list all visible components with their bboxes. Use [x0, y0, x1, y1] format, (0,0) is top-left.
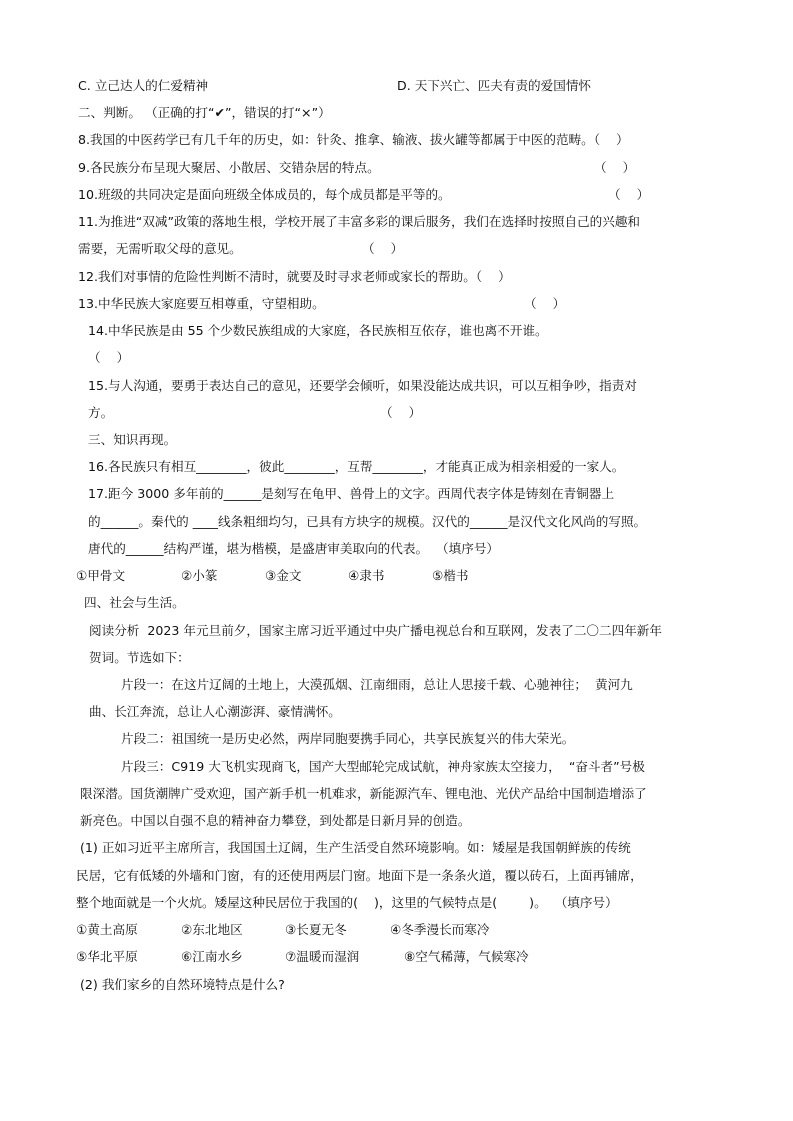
reading-intro-cont: 贺词。节选如下： [89, 650, 190, 665]
choice-item: ⑤楷书 [432, 568, 469, 583]
option-d: D. 天下兴亡、匹夫有责的爱国情怀 [397, 78, 592, 93]
choice-item: ③金文 [265, 568, 302, 583]
section-2-heading: 二、判断。 （正确的打“✔”，错误的打“×”） [78, 105, 331, 120]
question-15: 15.与人沟通，要勇于表达自己的意见，还要学会倾听，如果没能达成共识，可以互相争吵，指责对 [88, 378, 637, 393]
choice-item: ⑤华北平原 [76, 949, 138, 964]
question-17-cont: 的______。秦代的 ____线条粗细均匀，已具有方块字的规模。汉代的______是汉代文化风尚的写照。 [88, 514, 647, 529]
choice-item: ②东北地区 [181, 922, 243, 937]
excerpt-3-cont: 限深潜。国货潮牌广受欢迎，国产新手机一机难求，新能源汽车、锂电池、光伏产品给中国制造增添了 [80, 786, 647, 801]
choice-item: ②小篆 [181, 568, 218, 583]
sub-question-1-cont: 民居，它有低矮的外墙和门窗，有的还使用两层门窗。地面下是一条条火道，覆以砖石，上面再铺席， [76, 868, 643, 883]
answer-blank: （ ） [380, 405, 422, 420]
excerpt-1: 片段一：在这片辽阔的土地上，大漠孤烟、江南细雨，总让人思接千载、心驰神往； 黄河九 [121, 677, 633, 692]
excerpt-1-cont: 曲、长江奔流，总让人心潮澎湃、豪情满怀。 [89, 704, 341, 719]
question-14: 14.中华民族是由 55 个少数民族组成的大家庭，各民族相互依存，谁也离不开谁。 [88, 323, 548, 338]
sub-question-1-cont: 整个地面就是一个火炕。矮屋这种民居位于我国的( )，这里的气候特点是( )。 （填序号） [76, 895, 618, 910]
question-12: 12.我们对事情的危险性判断不清时，就要及时寻求老师或家长的帮助。（ ） [78, 269, 511, 284]
excerpt-3-cont: 新亮色。中国以自强不息的精神奋力攀登，到处都是日新月异的创造。 [80, 813, 471, 828]
question-11-cont: 需要，无需听取父母的意见。 [78, 241, 242, 256]
question-10: 10.班级的共同决定是面向班级全体成员的，每个成员都是平等的。 [78, 187, 451, 202]
question-17: 17.距今 3000 多年前的______是刻写在龟甲、兽骨上的文字。西周代表字体是铸刻在青铜器上 [88, 486, 615, 501]
answer-blank: （ ） [594, 160, 636, 175]
choice-item: ①黄土高原 [76, 922, 138, 937]
choice-item: ⑥江南水乡 [181, 949, 243, 964]
choice-item: ⑧空气稀薄，气候寒冷 [404, 949, 529, 964]
question-11: 11.为推进“双减”政策的落地生根，学校开展了丰富多彩的课后服务，我们在选择时按照自己的兴趣和 [78, 214, 641, 229]
sub-question-2: (2) 我们家乡的自然环境特点是什么? [80, 977, 285, 992]
question-8: 8.我国的中医药学已有几千年的历史，如：针灸、推拿、输液、拔火罐等都属于中医的范畴。（ ） [78, 132, 629, 147]
answer-blank: （ ） [524, 296, 566, 311]
choice-item: ④冬季漫长而寒冷 [390, 922, 490, 937]
question-13: 13.中华民族大家庭要互相尊重，守望相助。 [78, 296, 325, 311]
answer-blank: （ ） [88, 350, 130, 365]
choice-item: ③长夏无冬 [285, 922, 347, 937]
choice-item: ①甲骨文 [76, 568, 126, 583]
choice-item: ④隶书 [348, 568, 385, 583]
sub-question-1: (1) 正如习近平主席所言，我国国土辽阔，生产生活受自然环境影响。如：矮屋是我国朝鲜族的传统 [80, 840, 631, 855]
excerpt-2: 片段二：祖国统一是历史必然，两岸同胞要携手同心，共享民族复兴的伟大荣光。 [121, 731, 575, 746]
reading-intro: 阅读分析 2023 年元旦前夕，国家主席习近平通过中央广播电视总台和互联网，发表了二〇二四年新年 [89, 623, 662, 638]
question-17-cont: 唐代的______结构严谨，堪为楷模，是盛唐审美取向的代表。 （填序号） [88, 541, 500, 556]
section-4-heading: 四、社会与生活。 [84, 595, 185, 610]
section-3-heading: 三、知识再现。 [88, 432, 177, 447]
option-c: C. 立己达人的仁爱精神 [78, 78, 209, 93]
excerpt-3: 片段三：C919 大飞机实现商飞，国产大型邮轮完成试航，神舟家族太空接力， “奋斗者”号极 [121, 759, 645, 774]
answer-blank: （ ） [608, 187, 650, 202]
question-16: 16.各民族只有相互________，彼此________，互帮________，才能真正成为相亲相爱的一家人。 [88, 459, 625, 474]
question-15-cont: 方。 [88, 405, 114, 420]
answer-blank: （ ） [362, 241, 404, 256]
question-9: 9.各民族分布呈现大聚居、小散居、交错杂居的特点。 [78, 160, 380, 175]
choice-item: ⑦温暖而湿润 [285, 949, 360, 964]
